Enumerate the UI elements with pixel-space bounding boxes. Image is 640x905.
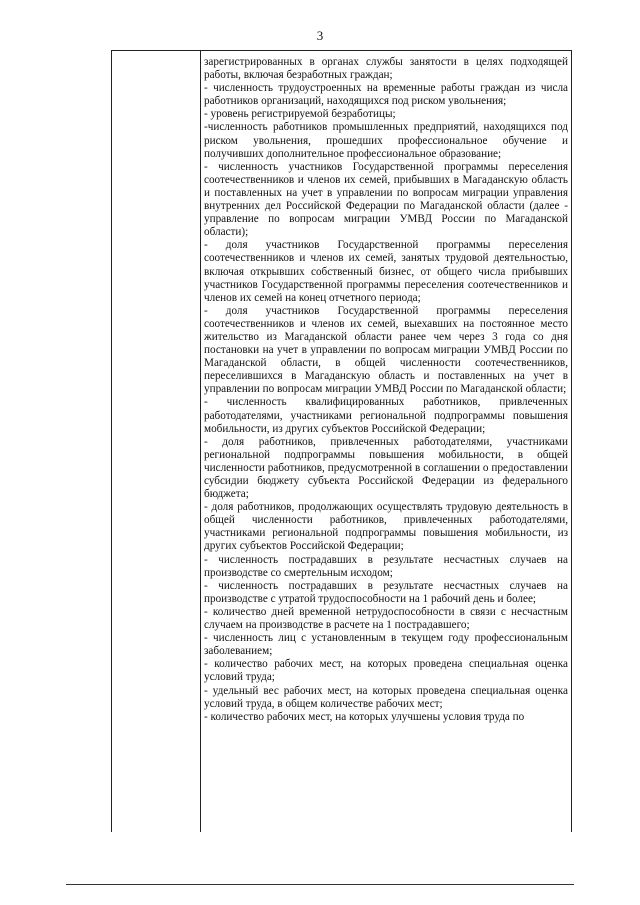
paragraph: -численность работников промышленных предприятий, находящихся под риском увольнения, прошедших профессиональное обучение и получивших дополнительное профессиональное образование; xyxy=(204,121,568,160)
paragraph: - численность трудоустроенных на временные работы граждан из числа работников организаций, находящихся под риском увольнения; xyxy=(204,82,568,108)
paragraph: - численность пострадавших в результате несчастных случаев на производстве с утратой трудоспособности на 1 рабочий день и более; xyxy=(204,579,568,605)
paragraph: - количество рабочих мест, на которых улучшены условия труда по xyxy=(204,710,525,723)
paragraph: зарегистрированных в органах службы занятости в целях подходящей работы, включая безработных граждан; xyxy=(204,56,568,82)
paragraph: - доля работников, привлеченных работодателями, участниками региональной подпрограммы повышения мобильности, в общей численности работников, предусмотренной в соглашении о предоставлении субсидии бюджету субъекта Российской Федерации из федерального бюджета; xyxy=(204,435,568,501)
paragraph: - уровень регистрируемой безработицы; xyxy=(204,108,396,121)
paragraph: - количество дней временной нетрудоспособности в связи с несчастным случаем на производстве в расчете на 1 пострадавшего; xyxy=(204,605,568,632)
left-column-empty-cell xyxy=(112,51,201,832)
document-table xyxy=(111,50,572,832)
right-column-cell xyxy=(204,56,568,724)
paragraph: - численность участников Государственной программы переселения соотечественников и членов их семей, прибывших в Магаданскую область и поставленных на учет в управлении по вопросам миграции управления внутренних дел Российской Федерации по Магаданской области (далее - управление по вопросам миграции УМВД России по Магаданской области); xyxy=(204,160,568,239)
paragraph: - доля участников Государственной программы переселения соотечественников и членов их семей, занятых трудовой деятельностью, включая открывших собственный бизнес, от общего числа прибывших участников Государственной программы переселения соотечественников и членов их семей на конец отчетного периода; xyxy=(204,239,568,304)
paragraph: - численность квалифицированных работников, привлеченных работодателями, участниками региональной подпрограммы повышения мобильности, из других субъектов Российской Федерации; xyxy=(204,396,568,435)
paragraph: - удельный вес рабочих мест, на которых проведена специальная оценка условий труда, в общем количестве рабочих мест; xyxy=(204,684,568,710)
paragraph: - доля работников, продолжающих осуществлять трудовую деятельность в общей численности работников, привлеченных работодателями, участниками региональной подпрограммы повышения мобильности, из других субъектов Российской Федерации; xyxy=(204,501,568,553)
bottom-divider xyxy=(66,884,574,885)
paragraph: - численность пострадавших в результате несчастных случаев на производстве со смертельным исходом; xyxy=(204,553,568,579)
page-number: 3 xyxy=(316,28,324,43)
paragraph: - численность лиц с установленным в текущем году профессиональным заболеванием; xyxy=(204,632,568,658)
paragraph: - доля участников Государственной программы переселения соотечественников и членов их семей, выехавших на постоянное место жительство из Магаданской области ранее чем через 3 года со дня постановки на учет в управлении по вопросам миграции УМВД России по Магаданской области, в общей численности соотечественников, переселившихся в Магаданскую область и поставленных на учет в управлении по вопросам миграции УМВД России по Магаданской области; xyxy=(204,304,568,396)
paragraph: - количество рабочих мест, на которых проведена специальная оценка условий труда; xyxy=(204,658,568,684)
